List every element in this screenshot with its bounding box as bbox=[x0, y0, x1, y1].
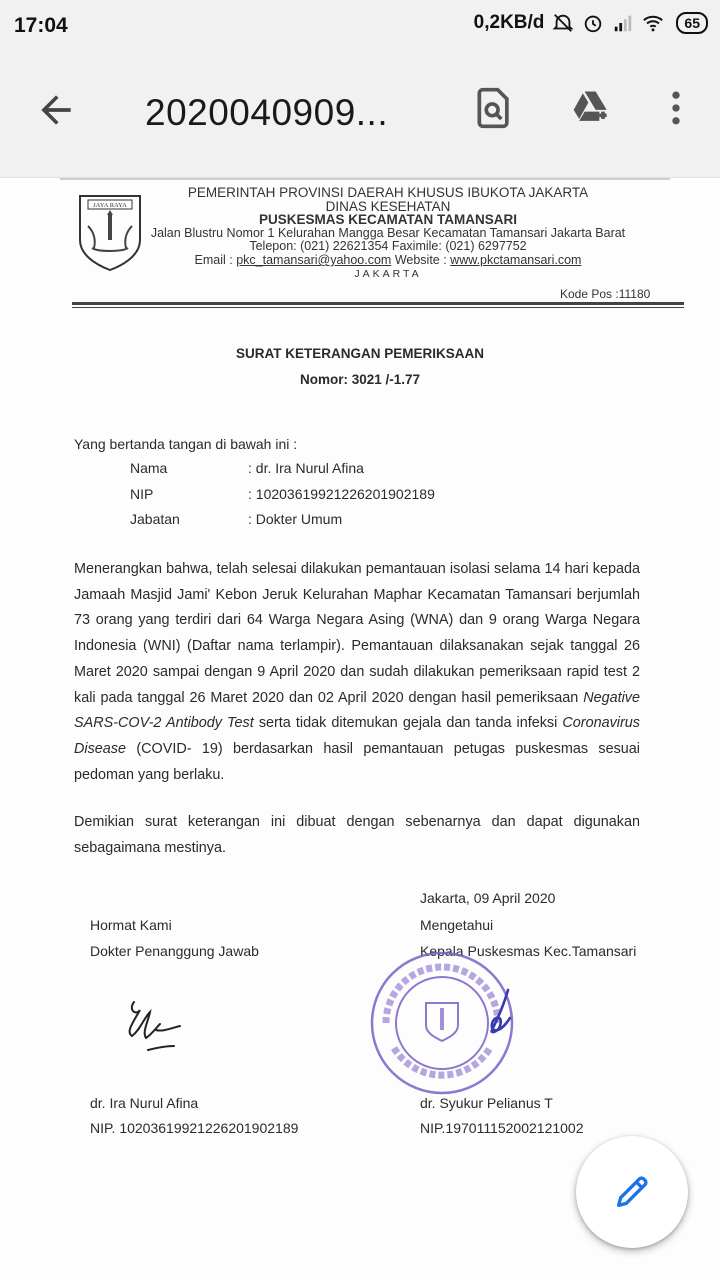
status-time: 17:04 bbox=[14, 14, 68, 37]
letterhead-address: Jalan Blustru Nomor 1 Kelurahan Mangga Besar Kecamatan Tamansari Jakarta Barat bbox=[150, 225, 626, 240]
app-bar bbox=[0, 52, 720, 178]
header-rule-thin bbox=[72, 307, 684, 308]
find-in-page-icon[interactable] bbox=[472, 86, 516, 130]
field-value: : 102036199212262019021​89 bbox=[248, 486, 435, 502]
left-sig-line1: Hormat Kami bbox=[90, 917, 172, 933]
right-sig-line2: Kepala Puskesmas Kec.Tamansari bbox=[420, 943, 637, 959]
signal-icon bbox=[612, 12, 634, 34]
letterhead-city: JAKARTA bbox=[354, 267, 422, 280]
letterhead bbox=[140, 186, 636, 281]
battery-icon: 65 bbox=[676, 12, 708, 34]
field-value: : dr. Ira Nurul Afina bbox=[248, 460, 364, 476]
alarm-off-icon bbox=[552, 12, 574, 34]
letterhead-government: PEMERINTAH PROVINSI DAERAH KHUSUS IBUKOTA JAKARTA bbox=[187, 185, 589, 200]
add-to-drive-icon[interactable] bbox=[570, 86, 614, 130]
field-label: NIP bbox=[130, 486, 154, 502]
document-title: 2020040909... bbox=[145, 92, 389, 133]
edit-pencil-icon bbox=[612, 1172, 652, 1212]
postal-code: Kode Pos :11180 bbox=[560, 287, 651, 301]
svg-text:JAYA RAYA: JAYA RAYA bbox=[93, 202, 127, 209]
signature-dr-ira bbox=[114, 990, 194, 1060]
status-bar bbox=[0, 0, 720, 52]
right-sig-line1: Mengetahui bbox=[420, 917, 494, 933]
wifi-icon bbox=[642, 12, 664, 34]
status-icons bbox=[474, 12, 708, 34]
network-speed: 0,2KB/d bbox=[473, 12, 545, 33]
place-date: Jakarta, 09 April 2020 bbox=[420, 890, 556, 906]
field-value: : Dokter Umum bbox=[248, 511, 343, 527]
back-arrow-icon[interactable] bbox=[34, 88, 78, 132]
right-signer-nip: NIP.197011152002121002 bbox=[420, 1120, 584, 1136]
header-rule-thick bbox=[72, 302, 684, 305]
left-signer-nip: NIP. 102036199212262019021​89 bbox=[90, 1120, 299, 1136]
closing-paragraph: Demikian surat keterangan ini dibuat dengan sebenarnya dan dapat digunakan sebagaimana mestinya. bbox=[74, 814, 640, 856]
right-signer-name: dr. Syukur Pelianus T bbox=[420, 1095, 553, 1111]
left-signer-name: dr. Ira Nurul Afina bbox=[90, 1095, 199, 1111]
page-edge bbox=[60, 178, 670, 180]
letterhead-phone: Telepon: (021) 22621354 Faximile: (021) 6297752 bbox=[249, 239, 527, 254]
alarm-clock-icon bbox=[582, 12, 604, 34]
website-link: www.pkctamansari.com bbox=[450, 252, 582, 267]
email-link: pkc_tamansari@yahoo.com bbox=[236, 252, 392, 267]
field-label: Jabatan bbox=[130, 511, 180, 527]
letterhead-department: DINAS KESEHATAN bbox=[325, 198, 451, 214]
document-number: Nomor: 3021 /-1.77 bbox=[299, 372, 421, 387]
intro-text: Yang bertanda tangan di bawah ini : bbox=[74, 436, 298, 452]
more-vert-icon[interactable] bbox=[654, 86, 698, 130]
letterhead-puskesmas: PUSKESMAS KECAMATAN TAMANSARI bbox=[259, 212, 517, 228]
document-heading: SURAT KETERANGAN PEMERIKSAAN bbox=[235, 346, 484, 361]
field-label: Nama bbox=[130, 460, 168, 476]
jaya-raya-logo bbox=[76, 192, 144, 272]
letterhead-contact: Email : pkc_tamansari@yahoo.com Website : www.pkctamansari.com bbox=[194, 252, 582, 267]
document-page[interactable] bbox=[0, 178, 720, 1280]
main-paragraph: Menerangkan bahwa, telah selesai dilakukan pemantauan isolasi selama 14 hari kepada Jamaah Masjid Jami' Kebon Jeruk Kelurahan Maphar Kecamatan Tamansari berjumlah 73 orang yang terdiri dari 64 Warga Negara Asing (WNA) dan 9 orang Warga Negara Indonesia (WNI) (Daftar nama terlampir). Pemantauan dilaksanakan sejak tanggal 26 Maret 2020 sampai dengan 9 April 2020 dan sudah dilakukan pemeriksaan rapid test 2 kali pada tanggal 26 Maret 2020 dan 02 April 2020 dengan hasil pemeriksaan Negative SARS-COV-2 Antibody Test serta tidak ditemukan gejala dan tanda infeksi Coronavirus Disease (COVID- 19) berdasarkan hasil pemantauan petugas puskesmas sesuai pedoman yang berlaku. bbox=[74, 561, 640, 783]
edit-fab[interactable] bbox=[576, 1136, 688, 1248]
left-sig-line2: Dokter Penanggung Jawab bbox=[90, 943, 259, 959]
signature-dr-syukur bbox=[474, 986, 524, 1046]
